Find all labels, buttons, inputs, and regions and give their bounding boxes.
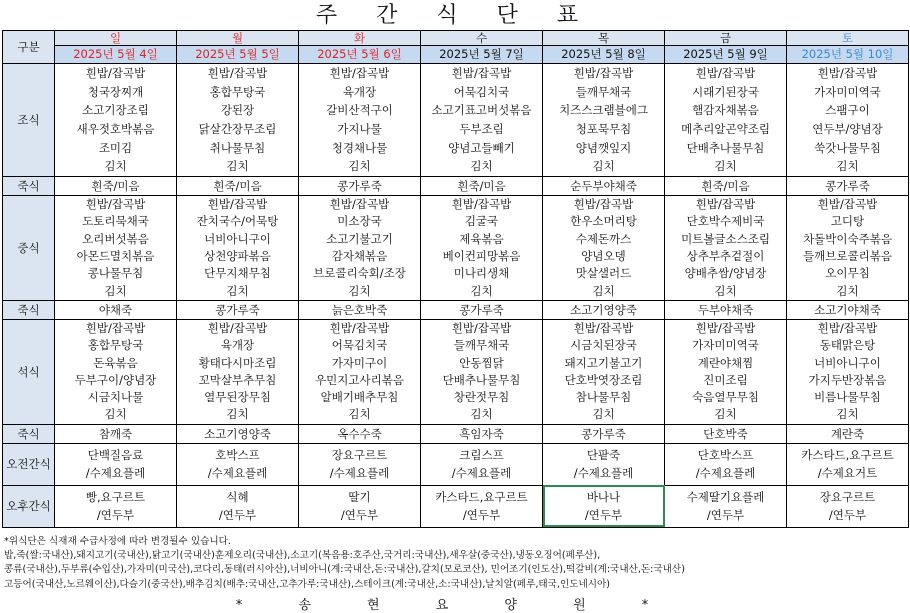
porridge-cell: 흰죽/미음	[421, 177, 543, 196]
menu-item: 숙음열무무침	[692, 390, 759, 405]
menu-item: 흰밥/잡곡밥	[207, 66, 268, 80]
snack-item: 바나나	[586, 490, 621, 505]
menu-item: 시금치나물	[87, 390, 144, 405]
menu-item: 미나리생채	[453, 266, 510, 281]
porridge-cell: 콩가루죽	[543, 424, 665, 443]
menu-item: 흰밥/잡곡밥	[329, 320, 390, 335]
day-name: 월	[177, 31, 299, 46]
menu-item: 흰밥/잡곡밥	[817, 320, 878, 335]
menu-item: 콩나물무침	[87, 266, 144, 281]
menu-item: 흰밥/잡곡밥	[329, 197, 390, 212]
menu-item: 김치	[104, 407, 127, 422]
menu-item: 진미조림	[703, 372, 748, 387]
menu-item: 김치	[470, 407, 493, 422]
menu-item: 고디탕	[830, 214, 865, 229]
snack-item: /수제요플레	[85, 466, 146, 481]
menu-item: 돼지고기불고기	[564, 355, 643, 370]
menu-item: 김치	[714, 159, 737, 174]
meal-cell	[421, 319, 543, 424]
menu-item: 참나물무침	[575, 390, 632, 405]
menu-item: 흰밥/잡곡밥	[817, 66, 878, 80]
meal-cell	[787, 196, 909, 301]
snack-label: 오후간식	[3, 485, 55, 527]
menu-item: 메추리알곤약조림	[681, 122, 770, 137]
meal-label: 조식	[3, 64, 55, 177]
meal-cell	[421, 64, 543, 177]
porridge-cell: 흰죽/미음	[55, 177, 177, 196]
menu-item: 김치	[470, 283, 493, 298]
menu-item: 김굴국	[464, 214, 499, 229]
meal-cell	[177, 319, 299, 424]
menu-item: 소고기불고기	[326, 231, 393, 246]
meal-cell	[665, 196, 787, 301]
menu-item: 흰밥/잡곡밥	[451, 66, 512, 80]
porridge-cell: 계란죽	[787, 424, 909, 443]
snack-cell	[543, 485, 665, 527]
menu-item: 동태맑은탕	[819, 338, 876, 353]
menu-item: 우민지고사리볶음	[315, 372, 404, 387]
snack-cell	[665, 443, 787, 485]
weekly-menu-table	[2, 30, 909, 528]
porridge-cell: 소고기영양죽	[543, 300, 665, 319]
day-date: 2025년 5월 6일	[299, 46, 421, 64]
snack-item: 단백질음료	[87, 448, 144, 463]
day-date: 2025년 5월 4일	[55, 46, 177, 64]
snack-item: /수제요플레	[329, 466, 390, 481]
menu-item: 흰밥/잡곡밥	[817, 197, 878, 212]
menu-item: 단호박수제비국	[686, 214, 765, 229]
day-name: 일	[55, 31, 177, 46]
menu-item: 들깨무채국	[453, 338, 510, 353]
porridge-cell: 소고기영양죽	[177, 424, 299, 443]
menu-item: 육개장	[342, 84, 377, 99]
snack-item: /연두부	[218, 508, 257, 523]
snack-cell	[177, 485, 299, 527]
porridge-cell: 단호박죽	[665, 424, 787, 443]
menu-item: 김치	[592, 283, 615, 298]
menu-item: 흰밥/잡곡밥	[207, 197, 268, 212]
menu-item: 오리버섯볶음	[82, 231, 149, 246]
menu-item: 흰밥/잡곡밥	[207, 320, 268, 335]
menu-item: 열무된장무침	[204, 390, 271, 405]
day-date: 2025년 5월 7일	[421, 46, 543, 64]
meal-cell	[543, 64, 665, 177]
menu-item: 청포묵무침	[575, 122, 632, 137]
meal-cell	[177, 196, 299, 301]
menu-item: 가지나물	[337, 122, 382, 137]
porridge-cell: 콩가루죽	[787, 177, 909, 196]
note-line: 고등어(국내산,노르웨이산),다슬기(중국산),배추김치(배추:국내산,고추가루:국내산),스테이크(계:국내산,소:국내산),날치알(페루,태국,인도네시아)	[4, 578, 611, 590]
menu-item: 시래기된장국	[692, 84, 759, 99]
menu-item: 단호박엿장조림	[564, 372, 643, 387]
menu-item: 두부조림	[459, 122, 504, 137]
menu-item: 양념오뎅	[581, 249, 626, 264]
menu-item: 감자채볶음	[331, 249, 388, 264]
menu-item: 김치	[470, 159, 493, 174]
category-header: 구분	[3, 31, 55, 64]
menu-item: 김치	[226, 407, 249, 422]
menu-item: 청경채나물	[331, 140, 388, 155]
menu-item: 어묵김치국	[453, 84, 510, 99]
snack-item: /수제요플레	[573, 466, 634, 481]
menu-item: 흰밥/잡곡밥	[695, 320, 756, 335]
menu-item: 흰밥/잡곡밥	[329, 66, 390, 80]
meal-label: 중식	[3, 196, 55, 301]
menu-item: 육개장	[220, 338, 255, 353]
porridge-cell: 야채죽	[55, 300, 177, 319]
porridge-cell: 콩가루죽	[299, 177, 421, 196]
porridge-cell: 소고기야채죽	[787, 300, 909, 319]
meal-cell	[543, 196, 665, 301]
menu-item: 닭살간장무조림	[198, 122, 277, 137]
snack-item: /수제요플레	[695, 466, 756, 481]
snack-item: /수제요거트	[817, 466, 878, 481]
menu-item: 아몬드멸치볶음	[76, 249, 155, 264]
menu-item: 김치	[226, 159, 249, 174]
snack-cell	[55, 443, 177, 485]
meal-cell	[55, 196, 177, 301]
menu-item: 흰밥/잡곡밥	[573, 197, 634, 212]
menu-item: 김치	[714, 283, 737, 298]
notes	[4, 535, 908, 592]
menu-item: 차돌박이숙주볶음	[803, 231, 892, 246]
snack-item: 장요구르트	[331, 448, 388, 463]
porridge-cell: 순두부야채죽	[543, 177, 665, 196]
menu-item: 창란젓무침	[453, 390, 510, 405]
meal-cell	[543, 319, 665, 424]
menu-item: 미소장국	[337, 214, 382, 229]
menu-item: 들깨브로콜리볶음	[803, 249, 892, 264]
day-name: 토	[787, 31, 909, 46]
menu-item: 안동찜닭	[459, 355, 504, 370]
porridge-cell: 늙은호박죽	[299, 300, 421, 319]
day-name: 화	[299, 31, 421, 46]
menu-item: 황태다시마조림	[198, 355, 277, 370]
menu-item: 청국장찌개	[87, 84, 144, 99]
facility-name: * 송 현 요 양 원 *	[235, 598, 675, 613]
menu-item: 돈육볶음	[93, 355, 138, 370]
day-date: 2025년 5월 10일	[787, 46, 909, 64]
menu-item: 흰밥/잡곡밥	[451, 320, 512, 335]
menu-item: 김치	[836, 159, 859, 174]
menu-item: 김치	[348, 283, 371, 298]
meal-cell	[787, 64, 909, 177]
meal-cell	[177, 64, 299, 177]
menu-item: 베이컨피망볶음	[442, 249, 521, 264]
snack-cell	[299, 485, 421, 527]
snack-item: 빵,요구르트	[85, 490, 146, 505]
day-name: 금	[665, 31, 787, 46]
menu-item: 제육볶음	[459, 231, 504, 246]
menu-item: 흰밥/잡곡밥	[451, 197, 512, 212]
menu-item: 치즈스크램블에그	[559, 103, 648, 118]
menu-item: 상추부추겉절이	[686, 249, 765, 264]
porridge-label: 죽식	[3, 300, 55, 319]
porridge-cell: 흰죽/미음	[665, 177, 787, 196]
day-date: 2025년 5월 5일	[177, 46, 299, 64]
menu-item: 흰밥/잡곡밥	[695, 66, 756, 80]
menu-item: 양념깻잎지	[575, 140, 632, 155]
menu-item: 흰밥/잡곡밥	[573, 320, 634, 335]
snack-item: 식혜	[226, 490, 249, 505]
snack-cell	[299, 443, 421, 485]
snack-item: /수제요플레	[207, 466, 268, 481]
menu-item: 김치	[592, 159, 615, 174]
porridge-cell: 참깨죽	[55, 424, 177, 443]
menu-item: 흰밥/잡곡밥	[573, 66, 634, 80]
meal-cell	[299, 319, 421, 424]
snack-item: 호박스프	[215, 448, 260, 463]
meal-cell	[55, 319, 177, 424]
menu-item: 김치	[348, 159, 371, 174]
menu-item: 햄감자채볶음	[692, 103, 759, 118]
meal-cell	[421, 196, 543, 301]
menu-item: 김치	[104, 159, 127, 174]
menu-item: 소고기장조림	[82, 103, 149, 118]
menu-item: 단배추나물무침	[442, 372, 521, 387]
snack-item: /연두부	[462, 508, 501, 523]
snack-item: 수제딸기요플레	[686, 490, 765, 505]
menu-item: 계란야채찜	[697, 355, 754, 370]
menu-item: 김치	[836, 283, 859, 298]
menu-item: 홍합무탕국	[209, 84, 266, 99]
menu-item: 단배추나물무침	[686, 140, 765, 155]
snack-cell	[421, 485, 543, 527]
snack-item: /수제요플레	[451, 466, 512, 481]
snack-item: 카스타드,요구르트	[801, 448, 894, 463]
meal-cell	[299, 64, 421, 177]
menu-item: 가자미구이	[331, 355, 388, 370]
snack-item: /연두부	[96, 508, 135, 523]
menu-item: 시금치된장국	[570, 338, 637, 353]
menu-item: 소고기표고버섯볶음	[431, 103, 532, 118]
menu-item: 가자미미역국	[692, 338, 759, 353]
menu-item: 강된장	[220, 103, 255, 118]
menu-item: 상천양파볶음	[204, 249, 271, 264]
meal-cell	[665, 319, 787, 424]
snack-cell	[421, 443, 543, 485]
menu-item: 미트볼글소스조림	[681, 231, 770, 246]
menu-item: 맛살샐러드	[575, 266, 632, 281]
day-name: 수	[421, 31, 543, 46]
note-line: 콩류(국내산),두부류(수입산),가자미(미국산),코다리,동태(러시아산),너비아니(계:국내산,돈:국내산),갈치(모로코산), 민어조기(인도산),떡갈비(계:국내산,돈:국내산)	[4, 564, 685, 576]
menu-item: 들깨무채국	[575, 84, 632, 99]
menu-item: 연두부/양념장	[812, 122, 883, 137]
menu-item: 흰밥/잡곡밥	[85, 320, 146, 335]
porridge-cell: 옥수수죽	[299, 424, 421, 443]
porridge-label: 죽식	[3, 424, 55, 443]
note-line: *위식단은 식재재 수급사정에 따라 변경될수 있습니다.	[4, 536, 231, 547]
menu-item: 비름나물무침	[814, 390, 881, 405]
menu-item: 김치	[714, 407, 737, 422]
menu-item: 한우소머리탕	[570, 214, 637, 229]
snack-item: /연두부	[706, 508, 745, 523]
menu-item: 흰밥/잡곡밥	[695, 197, 756, 212]
menu-item: 너비아니구이	[814, 355, 881, 370]
menu-item: 알배기배추무침	[320, 390, 399, 405]
note-line: 밥,죽(쌀:국내산),돼지고기(국내산),닭고기(국내산)훈제오리(국내산),소고기(복음용:호주산,국거리:국내산),새우살(중국산),냉동오징어(페루산),	[4, 550, 601, 562]
snack-cell	[665, 485, 787, 527]
menu-item: 어묵김치국	[331, 338, 388, 353]
day-date: 2025년 5월 8일	[543, 46, 665, 64]
menu-item: 오이무침	[825, 266, 870, 281]
porridge-label: 죽식	[3, 177, 55, 196]
porridge-cell: 콩가루죽	[421, 300, 543, 319]
day-date: 2025년 5월 9일	[665, 46, 787, 64]
menu-item: 흰밥/잡곡밥	[85, 66, 146, 80]
menu-item: 브로콜리숙회/조장	[313, 266, 406, 281]
day-name: 목	[543, 31, 665, 46]
snack-cell	[787, 443, 909, 485]
menu-item: 쑥갓나물무침	[814, 140, 881, 155]
menu-item: 잔치국수/어묵탕	[196, 214, 279, 229]
snack-item: 카스타드,요구르트	[435, 490, 528, 505]
menu-item: 꼬막살부추무침	[198, 372, 277, 387]
menu-item: 김치	[348, 407, 371, 422]
meal-cell	[787, 319, 909, 424]
menu-item: 수제돈까스	[575, 231, 632, 246]
menu-item: 도토리묵채국	[82, 214, 149, 229]
snack-cell	[787, 485, 909, 527]
menu-item: 너비아니구이	[204, 231, 271, 246]
menu-item: 양념고들빼기	[448, 140, 515, 155]
porridge-cell: 두부야채죽	[665, 300, 787, 319]
snack-item: 장요구르트	[819, 490, 876, 505]
snack-cell	[55, 485, 177, 527]
meal-cell	[55, 64, 177, 177]
menu-item: 김치	[592, 407, 615, 422]
meal-cell	[665, 64, 787, 177]
snack-item: /연두부	[828, 508, 867, 523]
page-title: 주 간 식 단 표	[315, 3, 595, 28]
menu-item: 스팸구이	[825, 103, 870, 118]
menu-item: 취나물무침	[209, 140, 266, 155]
menu-item: 가지두반장볶음	[808, 372, 887, 387]
menu-item: 김치	[104, 283, 127, 298]
menu-item: 양배추쌈/양념장	[684, 266, 767, 281]
menu-item: 홍합무탕국	[87, 338, 144, 353]
meal-cell	[299, 196, 421, 301]
menu-item: 조미김	[98, 140, 133, 155]
snack-item: 단팥죽	[586, 448, 621, 463]
snack-label: 오전간식	[3, 443, 55, 485]
snack-item: 단호박스프	[697, 448, 754, 463]
porridge-cell: 콩가루죽	[177, 300, 299, 319]
snack-cell	[177, 443, 299, 485]
menu-item: 가자미미역국	[814, 84, 881, 99]
porridge-cell: 흰죽/미음	[177, 177, 299, 196]
meal-label: 석식	[3, 319, 55, 424]
menu-item: 김치	[836, 407, 859, 422]
menu-item: 두부구이/양념장	[74, 372, 157, 387]
menu-item: 갈비산적구이	[326, 103, 393, 118]
menu-item: 김치	[226, 283, 249, 298]
porridge-cell: 흑임자죽	[421, 424, 543, 443]
snack-cell	[543, 443, 665, 485]
snack-item: /연두부	[584, 508, 623, 523]
snack-item: 크림스프	[459, 448, 504, 463]
menu-item: 단무지채무침	[204, 266, 271, 281]
snack-item: /연두부	[340, 508, 379, 523]
menu-item: 흰밥/잡곡밥	[85, 197, 146, 212]
snack-item: 딸기	[348, 490, 371, 505]
menu-item: 새우젓호박볶음	[76, 122, 155, 137]
